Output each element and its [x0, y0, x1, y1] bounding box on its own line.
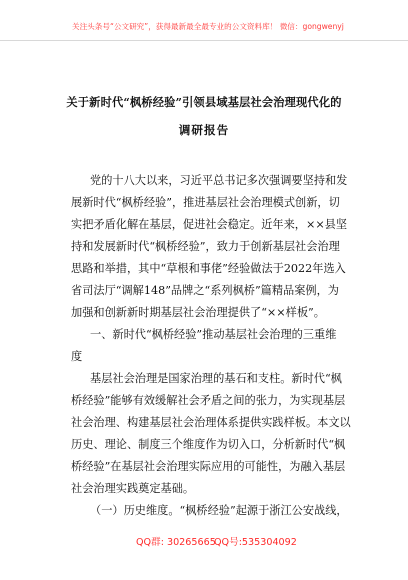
body-text-line: 基层社会治理是国家治理的基石和支柱。新时代“枫 [90, 372, 342, 385]
body-text-line: 桥经验”在基层社会治理实际应用的可能性，为融入基层 [71, 460, 346, 473]
header-banner [0, 0, 408, 41]
body-text-line: 实把矛盾化解在基层，促进社会稳定。近年来，××县坚 [71, 218, 348, 231]
body-text-line: 历史、理论、制度三个维度作为切入口，分析新时代“枫 [71, 438, 346, 451]
body-text-line: 社会治理实践奠定基础。 [71, 482, 195, 495]
body-text-line: 省司法厅“调解148”品牌之“系列枫桥”篇精品案例，为 [71, 284, 339, 297]
body-text-line: 党的十八大以来，习近平总书记多次强调要坚持和发 [90, 174, 348, 187]
body-text-line: 持和发展新时代“枫桥经验”，致力于创新基层社会治理 [71, 240, 340, 253]
body-text-line: 思路和举措，其中“草根和事佬”经验做法于2022年选入 [71, 262, 346, 275]
section-heading-line: 度 [71, 350, 83, 363]
footer-qq-group: QQ群: 30265665 [136, 537, 216, 548]
body-text-line: 桥经验”能够有效缓解社会矛盾之间的张力，为实现基层 [71, 394, 346, 407]
footer-contact [0, 527, 408, 580]
section-heading-line: 一、新时代“枫桥经验”推动基层社会治理的三重维 [90, 328, 337, 341]
body-text-line: （一）历史维度。“枫桥经验”起源于浙江公安战线， [90, 504, 348, 517]
body-text-line: 展新时代“枫桥经验”，推进基层社会治理模式创新，切 [71, 196, 340, 209]
footer-qq-number: QQ号:535304092 [214, 537, 297, 548]
document-title-line-1: 关于新时代“枫桥经验”引领县域基层社会治理现代化的 [66, 95, 342, 109]
body-text-line: 社会治理、构建基层社会治理体系提供实践样板。本文以 [71, 416, 351, 429]
body-text-line: 加强和创新新时期基层社会治理提供了“××样板”。 [71, 306, 325, 319]
document-title-line-2: 调研报告 [178, 123, 230, 137]
header-banner-text: 关注头条号“公文研究”，获得最新最全最专业的公文资料库！ 微信：gongwenyj [72, 22, 344, 31]
